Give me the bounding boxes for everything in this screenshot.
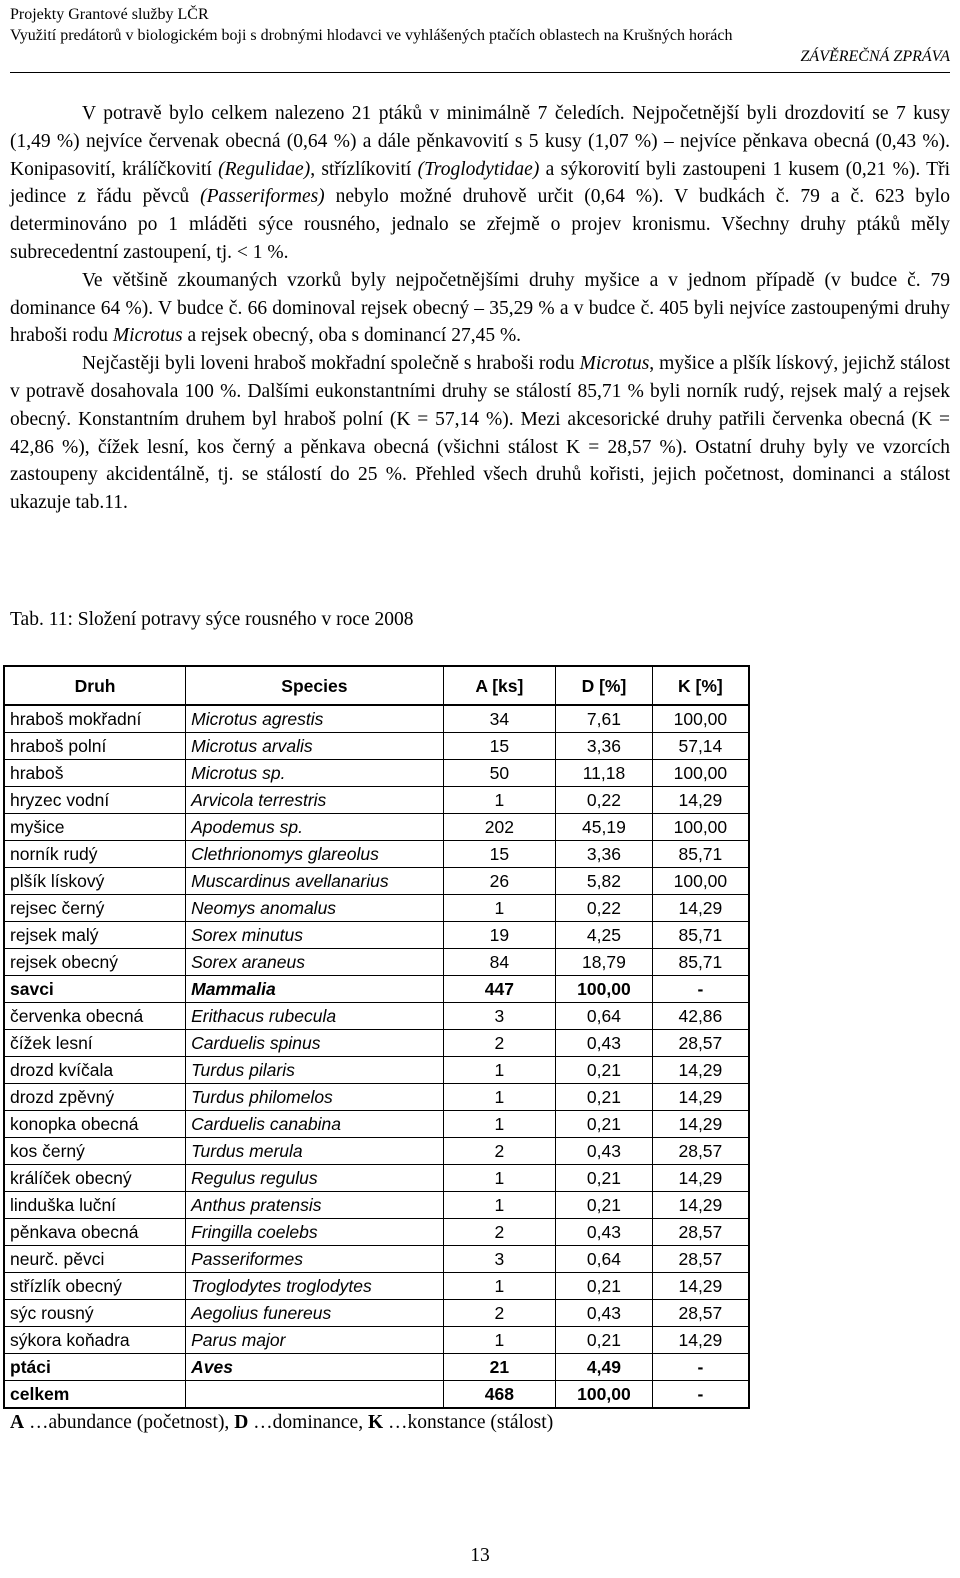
cell-constancy: 85,71 <box>652 922 749 949</box>
cell-dominance: 3,36 <box>556 841 653 868</box>
table-row <box>4 895 749 922</box>
text: V potravě bylo celkem nalezeno 21 ptáků v minimálně 7 čeledích. Nejpočetnější byli drozdovití se 7 kusy (1,49 %) nejvíce červenak obecná (0,64 %) a dále pěnkavovití s 5 kusy (1,07 %) – nejvíce pěnkava obecná (0,43 %). Konipasovití, králíčkovití <box>10 103 950 180</box>
table-row <box>4 1057 749 1084</box>
cell-dominance: 0,43 <box>556 1138 653 1165</box>
cell-constancy: 100,00 <box>652 760 749 787</box>
table-body <box>4 705 749 1408</box>
cell-constancy: 28,57 <box>652 1138 749 1165</box>
cell-dominance: 0,64 <box>556 1003 653 1030</box>
cell-constancy: 100,00 <box>652 814 749 841</box>
table-row <box>4 976 749 1003</box>
legend-key: A <box>10 1412 25 1433</box>
table-row <box>4 1084 749 1111</box>
cell-druh: myšice <box>4 814 186 841</box>
cell-constancy: - <box>652 976 749 1003</box>
table-row <box>4 760 749 787</box>
column-header-druh: Druh <box>4 666 186 705</box>
table-row <box>4 1246 749 1273</box>
cell-druh: konopka obecná <box>4 1111 186 1138</box>
cell-constancy: 14,29 <box>652 1192 749 1219</box>
cell-druh: sýkora koňadra <box>4 1327 186 1354</box>
cell-constancy: 28,57 <box>652 1219 749 1246</box>
italic-text: Microtus <box>112 325 183 347</box>
cell-abundance: 15 <box>443 841 555 868</box>
cell-constancy: - <box>652 1381 749 1409</box>
cell-abundance: 1 <box>443 1165 555 1192</box>
cell-abundance: 1 <box>443 1111 555 1138</box>
cell-species: Aves <box>186 1354 444 1381</box>
cell-abundance: 1 <box>443 1273 555 1300</box>
cell-species: Microtus arvalis <box>186 733 444 760</box>
cell-dominance: 7,61 <box>556 705 653 733</box>
cell-species: Clethrionomys glareolus <box>186 841 444 868</box>
cell-abundance: 2 <box>443 1138 555 1165</box>
cell-druh: pěnkava obecná <box>4 1219 186 1246</box>
cell-abundance: 3 <box>443 1003 555 1030</box>
italic-text: (Troglodytidae) <box>417 158 540 180</box>
cell-dominance: 0,43 <box>556 1300 653 1327</box>
table-row <box>4 1300 749 1327</box>
table-row <box>4 705 749 733</box>
page-header <box>10 4 950 67</box>
table-row <box>4 814 749 841</box>
cell-dominance: 18,79 <box>556 949 653 976</box>
cell-abundance: 3 <box>443 1246 555 1273</box>
text: a sýkorovití byli zastoupeni 1 kusem (0,21 %). Tři jedince z řádu pěvců <box>10 158 950 208</box>
legend-text: …dominance, <box>248 1412 368 1433</box>
cell-abundance: 34 <box>443 705 555 733</box>
cell-constancy: 42,86 <box>652 1003 749 1030</box>
cell-druh: rejsec černý <box>4 895 186 922</box>
table-row <box>4 1165 749 1192</box>
column-header-dominance: D [%] <box>556 666 653 705</box>
table-row <box>4 1111 749 1138</box>
cell-dominance: 0,64 <box>556 1246 653 1273</box>
table-row <box>4 1030 749 1057</box>
cell-druh: celkem <box>4 1381 186 1409</box>
cell-abundance: 2 <box>443 1300 555 1327</box>
cell-abundance: 447 <box>443 976 555 1003</box>
legend-key: K <box>367 1412 384 1433</box>
cell-dominance: 0,43 <box>556 1219 653 1246</box>
cell-druh: norník rudý <box>4 841 186 868</box>
cell-species: Aegolius funereus <box>186 1300 444 1327</box>
cell-dominance: 0,22 <box>556 895 653 922</box>
cell-dominance: 4,25 <box>556 922 653 949</box>
text: Nejčastěji byli loveni hraboš mokřadní společně s hraboši rodu <box>82 353 580 375</box>
cell-species: Turdus merula <box>186 1138 444 1165</box>
diet-table <box>3 665 750 1409</box>
cell-dominance: 0,21 <box>556 1273 653 1300</box>
cell-species: Apodemus sp. <box>186 814 444 841</box>
cell-druh: ptáci <box>4 1354 186 1381</box>
cell-dominance: 3,36 <box>556 733 653 760</box>
cell-druh: plšík lískový <box>4 868 186 895</box>
table-row <box>4 949 749 976</box>
table-header-row <box>4 666 749 705</box>
cell-druh: hraboš mokřadní <box>4 705 186 733</box>
cell-abundance: 26 <box>443 868 555 895</box>
legend-text: …abundance (početnost), <box>24 1412 235 1433</box>
text: nebylo možné druhově určit (0,64 %). V budkách č. 79 a č. 623 bylo determinováno po 1 mláděti sýce rousného, jednalo se zřejmě o projev kronismu. Všechny druhy ptáků měly subrecedentní zastoupení, tj. < 1 %. <box>10 186 950 263</box>
cell-species: Muscardinus avellanarius <box>186 868 444 895</box>
cell-constancy: 28,57 <box>652 1030 749 1057</box>
cell-dominance: 45,19 <box>556 814 653 841</box>
cell-druh: kos černý <box>4 1138 186 1165</box>
text: , myšice a plšík lískový, jejichž stálost v potravě dosahovala 100 %. Dalšími eukonstantními druhy se stálostí 85,71 % byli norník rudý, rejsek malý a rejsek obecný. Konstantním druhem byl hraboš polní (K = 57,14 %). Mezi akcesorické druhy patřili červenka obecná (K = 42,86 %), čížek lesní, kos černý a pěnkava obecná (všichni stálost K = 28,57 %). Ostatní druhy byly ve vzorcích zastoupeny akcidentálně, tj. se stálostí do 25 %. Přehled všech druhů kořisti, jejich početnost, dominanci a stálost ukazuje tab.11. <box>10 353 951 514</box>
cell-dominance: 0,21 <box>556 1192 653 1219</box>
cell-druh: drozd kvíčala <box>4 1057 186 1084</box>
cell-constancy: 85,71 <box>652 841 749 868</box>
column-header-abundance: A [ks] <box>443 666 555 705</box>
table-legend <box>10 1412 553 1434</box>
cell-constancy: 14,29 <box>652 1273 749 1300</box>
cell-druh: hraboš <box>4 760 186 787</box>
cell-constancy: 28,57 <box>652 1300 749 1327</box>
cell-druh: červenka obecná <box>4 1003 186 1030</box>
table-row <box>4 1003 749 1030</box>
cell-abundance: 2 <box>443 1219 555 1246</box>
cell-abundance: 1 <box>443 1057 555 1084</box>
cell-species: Troglodytes troglodytes <box>186 1273 444 1300</box>
cell-abundance: 1 <box>443 1084 555 1111</box>
cell-abundance: 50 <box>443 760 555 787</box>
cell-constancy: 14,29 <box>652 1111 749 1138</box>
cell-constancy: 14,29 <box>652 787 749 814</box>
cell-species: Erithacus rubecula <box>186 1003 444 1030</box>
header-divider <box>10 72 950 73</box>
cell-dominance: 5,82 <box>556 868 653 895</box>
italic-text: (Regulidae) <box>218 158 311 180</box>
cell-druh: hryzec vodní <box>4 787 186 814</box>
cell-dominance: 0,21 <box>556 1165 653 1192</box>
cell-constancy: - <box>652 1354 749 1381</box>
cell-species: Regulus regulus <box>186 1165 444 1192</box>
cell-druh: čížek lesní <box>4 1030 186 1057</box>
cell-abundance: 84 <box>443 949 555 976</box>
cell-constancy: 14,29 <box>652 895 749 922</box>
legend-key: D <box>234 1412 249 1433</box>
table-row <box>4 1138 749 1165</box>
cell-constancy: 85,71 <box>652 949 749 976</box>
cell-abundance: 202 <box>443 814 555 841</box>
cell-druh: střízlík obecný <box>4 1273 186 1300</box>
cell-druh: rejsek malý <box>4 922 186 949</box>
italic-text: Microtus <box>579 353 650 375</box>
paragraph <box>10 100 950 267</box>
table-row <box>4 868 749 895</box>
cell-dominance: 0,21 <box>556 1111 653 1138</box>
cell-druh: savci <box>4 976 186 1003</box>
cell-abundance: 1 <box>443 1192 555 1219</box>
table-caption: Tab. 11: Složení potravy sýce rousného v roce 2008 <box>10 609 414 630</box>
cell-constancy: 28,57 <box>652 1246 749 1273</box>
cell-constancy: 14,29 <box>652 1084 749 1111</box>
header-title: Využití predátorů v biologickém boji s drobnými hlodavci ve vyhlášených ptačích oblastech na Krušných horách <box>10 27 733 44</box>
cell-dominance: 0,21 <box>556 1084 653 1111</box>
cell-species: Turdus pilaris <box>186 1057 444 1084</box>
cell-dominance: 100,00 <box>556 1381 653 1409</box>
cell-species: Parus major <box>186 1327 444 1354</box>
text: , střízlíkovití <box>310 158 418 180</box>
cell-abundance: 1 <box>443 787 555 814</box>
cell-druh: rejsek obecný <box>4 949 186 976</box>
cell-abundance: 21 <box>443 1354 555 1381</box>
paragraph <box>10 267 950 350</box>
cell-species: Arvicola terrestris <box>186 787 444 814</box>
cell-constancy: 100,00 <box>652 705 749 733</box>
cell-abundance: 468 <box>443 1381 555 1409</box>
legend-text: …konstance (stálost) <box>383 1412 554 1433</box>
header-project: Projekty Grantové služby LČR <box>10 6 209 23</box>
column-header-species: Species <box>186 666 444 705</box>
cell-species: Sorex minutus <box>186 922 444 949</box>
cell-dominance: 4,49 <box>556 1354 653 1381</box>
cell-species: Anthus pratensis <box>186 1192 444 1219</box>
body-text <box>10 100 950 517</box>
cell-abundance: 1 <box>443 895 555 922</box>
table-row <box>4 1327 749 1354</box>
cell-dominance: 100,00 <box>556 976 653 1003</box>
table-row <box>4 841 749 868</box>
table-row <box>4 733 749 760</box>
table-row <box>4 1219 749 1246</box>
cell-abundance: 19 <box>443 922 555 949</box>
cell-dominance: 0,21 <box>556 1057 653 1084</box>
cell-constancy: 57,14 <box>652 733 749 760</box>
cell-abundance: 1 <box>443 1327 555 1354</box>
page-number: 13 <box>470 1545 490 1566</box>
paragraph <box>10 350 950 517</box>
cell-constancy: 14,29 <box>652 1057 749 1084</box>
cell-constancy: 14,29 <box>652 1165 749 1192</box>
cell-species: Neomys anomalus <box>186 895 444 922</box>
table-row <box>4 787 749 814</box>
cell-species: Carduelis canabina <box>186 1111 444 1138</box>
cell-druh: sýc rousný <box>4 1300 186 1327</box>
table-row <box>4 1273 749 1300</box>
cell-constancy: 14,29 <box>652 1327 749 1354</box>
cell-species: Microtus sp. <box>186 760 444 787</box>
text: Ve většině zkoumaných vzorků byly nejpočetnějšími druhy myšice a v jednom případě (v budce č. 79 dominance 64 %). V budce č. 66 dominoval rejsek obecný – 35,29 % a v budce č. 405 byli nejvíce zastoupenými druhy hraboši rodu <box>10 269 950 347</box>
italic-text: (Passeriformes) <box>200 186 325 208</box>
cell-constancy: 100,00 <box>652 868 749 895</box>
table-row <box>4 922 749 949</box>
table-row <box>4 1381 749 1409</box>
cell-species: Fringilla coelebs <box>186 1219 444 1246</box>
cell-druh: neurč. pěvci <box>4 1246 186 1273</box>
table-row <box>4 1192 749 1219</box>
cell-dominance: 11,18 <box>556 760 653 787</box>
cell-druh: hraboš polní <box>4 733 186 760</box>
cell-abundance: 15 <box>443 733 555 760</box>
cell-species: Passeriformes <box>186 1246 444 1273</box>
cell-abundance: 2 <box>443 1030 555 1057</box>
cell-species: Carduelis spinus <box>186 1030 444 1057</box>
text: a rejsek obecný, oba s dominancí 27,45 %. <box>182 325 522 347</box>
cell-species: Turdus philomelos <box>186 1084 444 1111</box>
cell-dominance: 0,22 <box>556 787 653 814</box>
cell-druh: králíček obecný <box>4 1165 186 1192</box>
cell-druh: linduška luční <box>4 1192 186 1219</box>
cell-dominance: 0,43 <box>556 1030 653 1057</box>
cell-druh: drozd zpěvný <box>4 1084 186 1111</box>
column-header-constancy: K [%] <box>652 666 749 705</box>
cell-species: Sorex araneus <box>186 949 444 976</box>
cell-dominance: 0,21 <box>556 1327 653 1354</box>
cell-species <box>186 1381 444 1409</box>
cell-species: Microtus agrestis <box>186 705 444 733</box>
table-row <box>4 1354 749 1381</box>
header-report-type: ZÁVĚREČNÁ ZPRÁVA <box>800 48 950 65</box>
cell-species: Mammalia <box>186 976 444 1003</box>
